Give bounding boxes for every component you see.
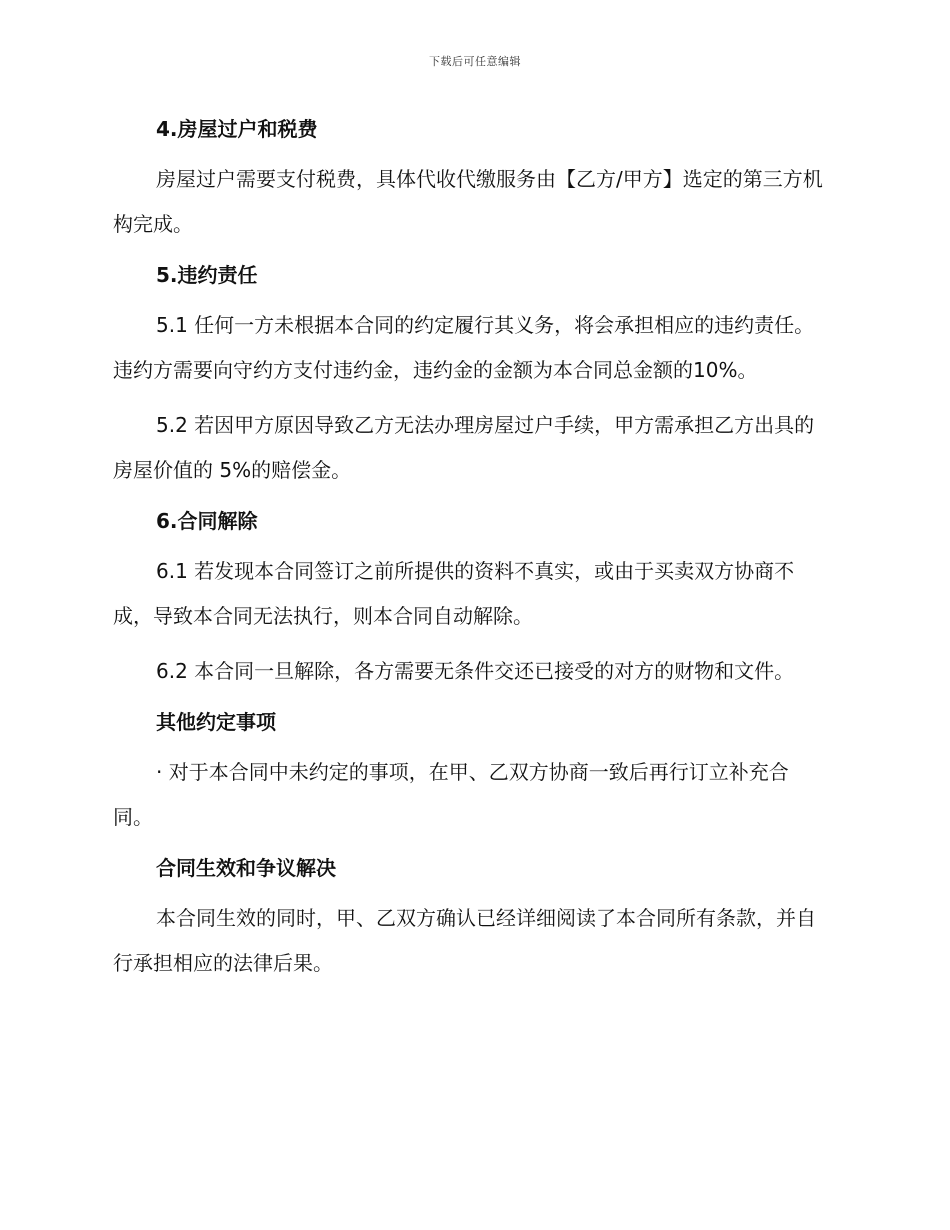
- section-paragraph: 5.1 任何一方未根据本合同的约定履行其义务，将会承担相应的违约责任。违约方需要向守约方支付违约金，违约金的金额为本合同总金额的10%。: [113, 313, 815, 382]
- section-heading: 5.违约责任: [156, 263, 258, 287]
- section-other-agreements: [113, 704, 825, 840]
- section-heading: 4.房屋过户和税费: [156, 117, 318, 141]
- section-paragraph: 房屋过户需要支付税费，具体代收代缴服务由【乙方/甲方】选定的第三方机构完成。: [113, 167, 823, 236]
- section-heading: 6.合同解除: [156, 509, 258, 533]
- section-transfer-and-taxes: [113, 111, 825, 247]
- document-body: [113, 111, 825, 996]
- section-paragraph: 本合同生效的同时，甲、乙双方确认已经详细阅读了本合同所有条款，并自行承担相应的法律后果。: [113, 906, 816, 975]
- section-contract-termination: [113, 503, 825, 694]
- section-heading: 合同生效和争议解决: [156, 856, 336, 880]
- section-heading: 其他约定事项: [156, 710, 276, 734]
- page-header: 下载后可任意编辑: [429, 55, 521, 68]
- section-paragraph: 5.2 若因甲方原因导致乙方无法办理房屋过户手续，甲方需承担乙方出具的房屋价值的 5%的赔偿金。: [113, 413, 815, 482]
- section-effect-and-disputes: [113, 850, 825, 986]
- section-paragraph: · 对于本合同中未约定的事项，在甲、乙双方协商一致后再行订立补充合同。: [113, 760, 789, 829]
- section-paragraph: 6.2 本合同一旦解除，各方需要无条件交还已接受的对方的财物和文件。: [156, 659, 795, 683]
- section-paragraph: 6.1 若发现本合同签订之前所提供的资料不真实，或由于买卖双方协商不成，导致本合同无法执行，则本合同自动解除。: [113, 559, 795, 628]
- section-breach-liability: [113, 257, 825, 493]
